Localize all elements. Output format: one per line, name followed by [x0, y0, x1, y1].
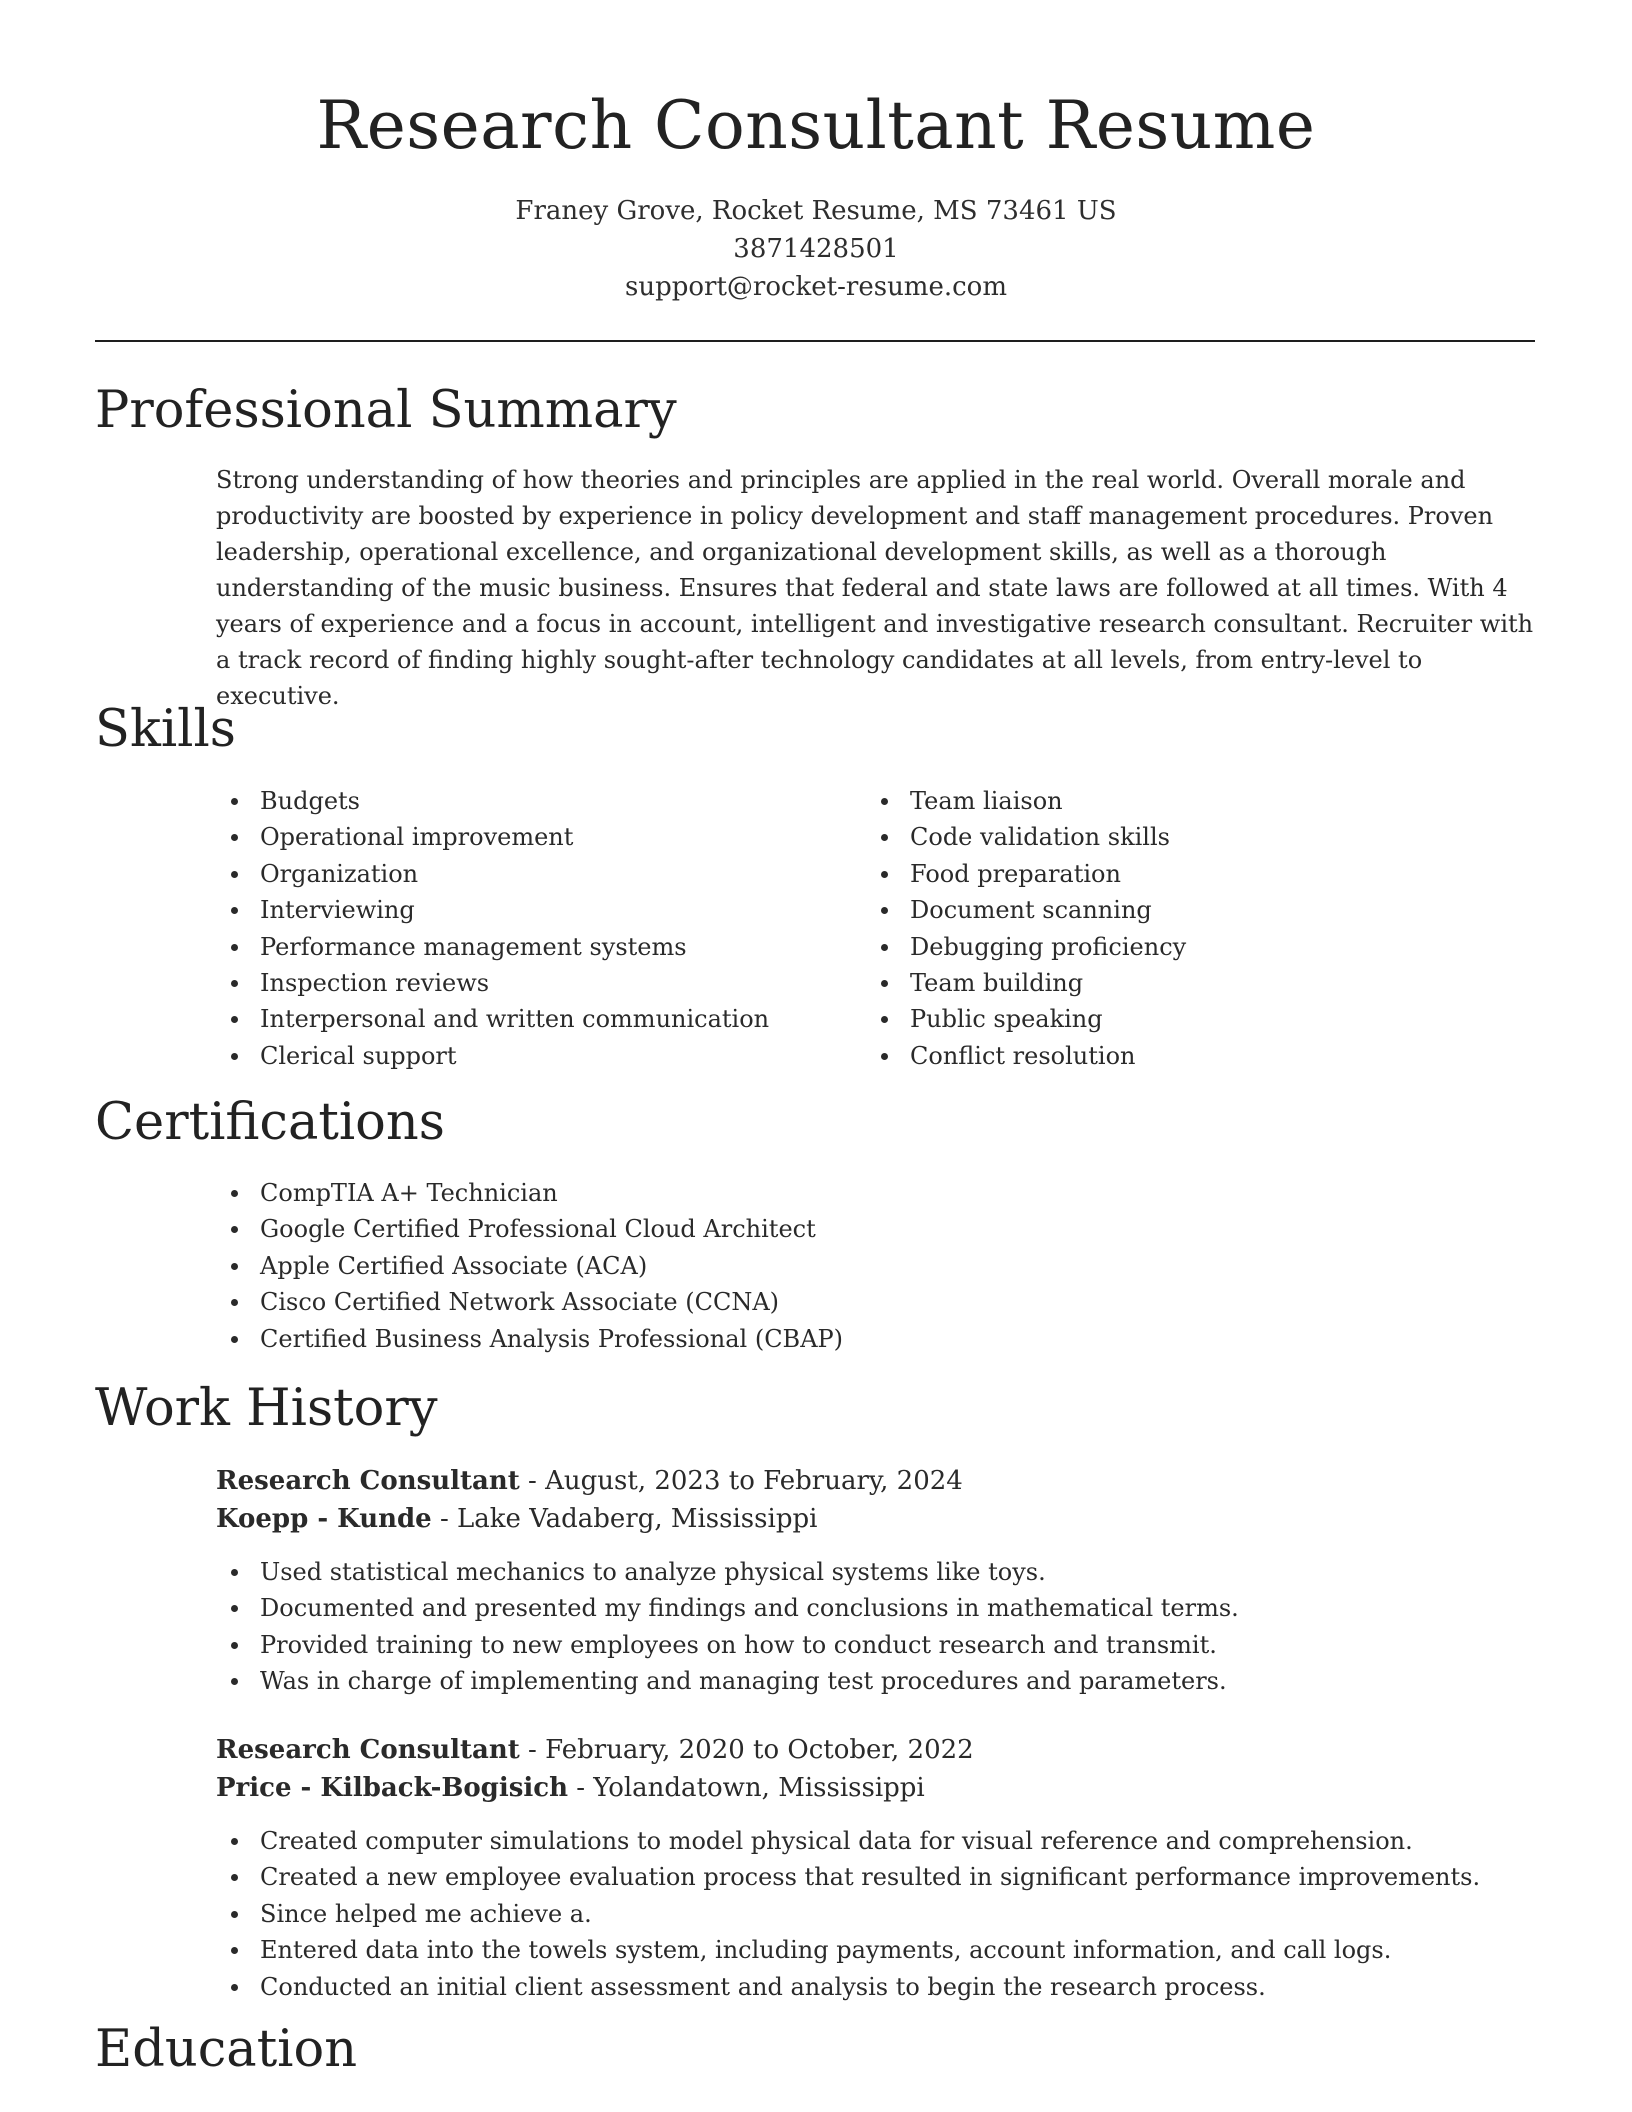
job-title-line: [216, 1731, 1536, 1769]
job-company-line: [216, 1500, 1536, 1538]
skills-heading: Skills: [95, 700, 236, 759]
skills-list-left: [216, 783, 769, 1074]
skills-list-right: [866, 783, 1186, 1074]
job-duty-item: Provided training to new employees on how to conduct research and transmit.: [216, 1627, 1536, 1663]
certification-item: Apple Certified Associate (ACA): [216, 1248, 843, 1284]
certification-item: CompTIA A+ Technician: [216, 1175, 843, 1211]
job-entry: [216, 1462, 1536, 1700]
skill-item: Inspection reviews: [216, 965, 769, 1001]
summary-heading: Professional Summary: [95, 381, 677, 440]
job-location: - Lake Vadaberg, Mississippi: [431, 1504, 818, 1534]
resume-header: [0, 78, 1632, 306]
job-title: Research Consultant: [216, 1466, 520, 1496]
certification-item: Certified Business Analysis Professional (CBAP): [216, 1321, 843, 1357]
resume-title: Research Consultant Resume: [316, 87, 1316, 164]
job-duty-item: Created a new employee evaluation process that resulted in significant performance improvements.: [216, 1859, 1536, 1895]
job-location: - Yolandatown, Mississippi: [567, 1773, 925, 1803]
job-company: Koepp - Kunde: [216, 1504, 432, 1534]
job-duty-item: Conducted an initial client assessment and analysis to begin the research process.: [216, 1969, 1536, 2005]
contact-info: [0, 192, 1632, 306]
skill-item: Interviewing: [216, 892, 769, 928]
job-company: Price - Kilback-Bogisich: [216, 1773, 568, 1803]
skill-item: Food preparation: [866, 856, 1186, 892]
skill-item: Document scanning: [866, 892, 1186, 928]
skill-item: Debugging proficiency: [866, 929, 1186, 965]
skill-item: Team building: [866, 965, 1186, 1001]
skill-item: Team liaison: [866, 783, 1186, 819]
job-duty-item: Was in charge of implementing and managing test procedures and parameters.: [216, 1663, 1536, 1699]
certifications-list: [216, 1175, 843, 1357]
skill-item: Operational improvement: [216, 819, 769, 855]
job-duties-list: [216, 1823, 1536, 2005]
job-title: Research Consultant: [216, 1735, 520, 1765]
job-title-line: [216, 1462, 1536, 1500]
job-duties-list: [216, 1554, 1536, 1700]
job-duty-item: Used statistical mechanics to analyze physical systems like toys.: [216, 1554, 1536, 1590]
header-divider: [95, 340, 1535, 342]
work-history-heading: Work History: [95, 1379, 438, 1438]
contact-email: support@rocket-resume.com: [624, 272, 1007, 302]
contact-address: Franey Grove, Rocket Resume, MS 73461 US: [515, 196, 1117, 226]
job-duty-item: Since helped me achieve a.: [216, 1896, 1536, 1932]
job-entry: [216, 1731, 1536, 2005]
job-duty-item: Documented and presented my findings and conclusions in mathematical terms.: [216, 1590, 1536, 1626]
skill-item: Budgets: [216, 783, 769, 819]
job-dates: - August, 2023 to February, 2024: [519, 1466, 963, 1496]
certification-item: Google Certified Professional Cloud Architect: [216, 1211, 843, 1247]
education-heading: Education: [95, 2020, 358, 2079]
skill-item: Organization: [216, 856, 769, 892]
skill-item: Performance management systems: [216, 929, 769, 965]
job-dates: - February, 2020 to October, 2022: [519, 1735, 974, 1765]
skill-item: Clerical support: [216, 1038, 769, 1074]
skill-item: Interpersonal and written communication: [216, 1001, 769, 1037]
contact-phone: 3871428501: [733, 234, 899, 264]
job-company-line: [216, 1769, 1536, 1807]
job-duty-item: Entered data into the towels system, including payments, account information, and call logs.: [216, 1932, 1536, 1968]
skill-item: Conflict resolution: [866, 1038, 1186, 1074]
job-duty-item: Created computer simulations to model physical data for visual reference and comprehension.: [216, 1823, 1536, 1859]
skill-item: Code validation skills: [866, 819, 1186, 855]
summary-text: Strong understanding of how theories and principles are applied in the real world. Overall morale and productivity are boosted by experience in policy development and staff management procedures. Proven leadership, operational excellence, and organizational development skills, as well as a thorough understanding of the music business. Ensures that federal and state laws are followed at all times. With 4 years of experience and a focus in account, intelligent and investigative research consultant. Recruiter with a track record of finding highly sought-after technology candidates at all levels, from entry-level to executive.: [216, 466, 1534, 710]
skill-item: Public speaking: [866, 1001, 1186, 1037]
certifications-heading: Certifications: [95, 1093, 445, 1152]
certification-item: Cisco Certified Network Associate (CCNA): [216, 1284, 843, 1320]
